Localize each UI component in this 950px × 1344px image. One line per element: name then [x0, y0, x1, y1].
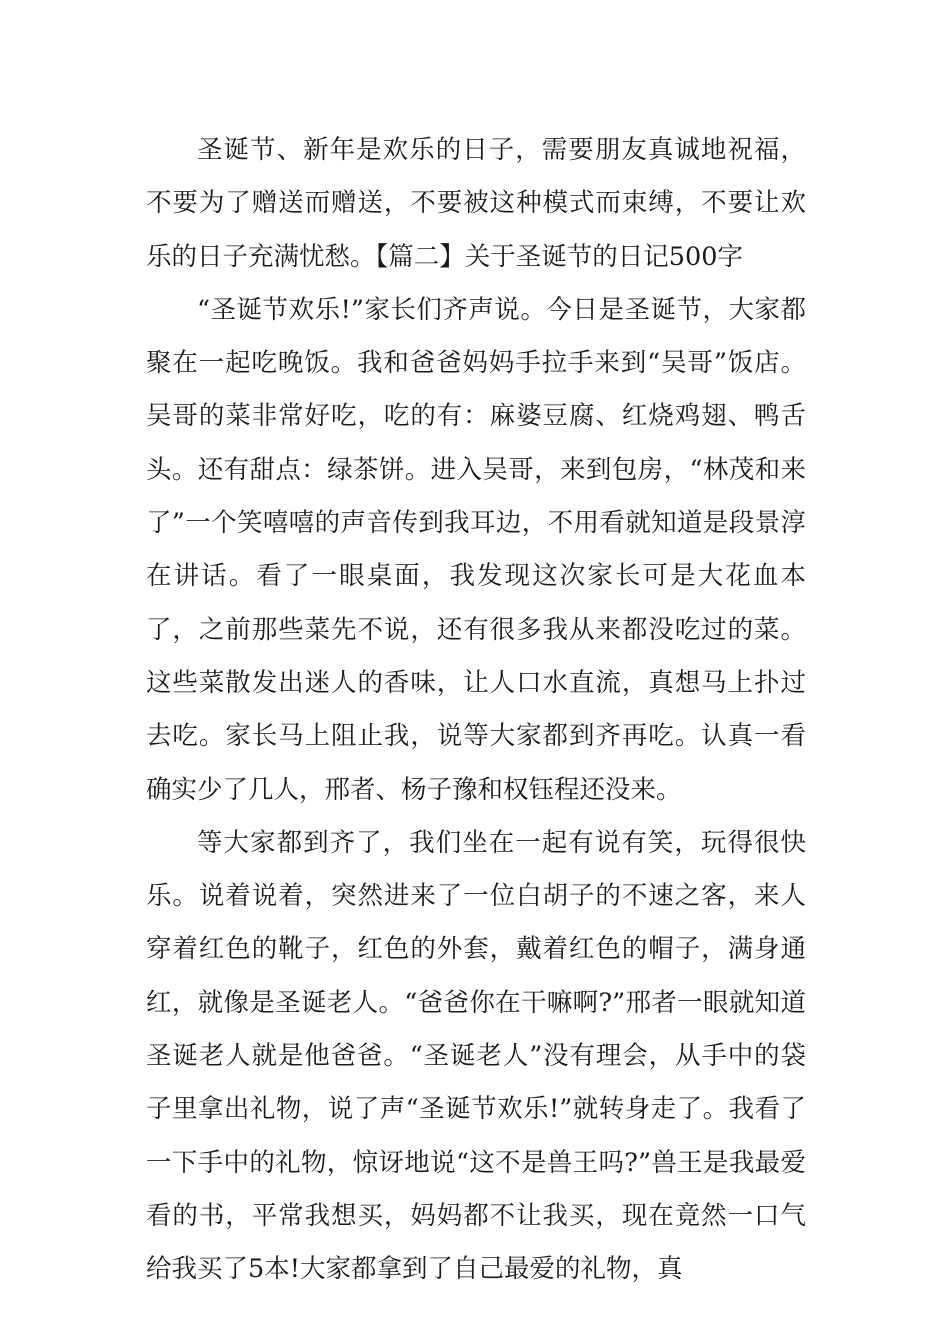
paragraph-1: 圣诞节、新年是欢乐的日子，需要朋友真诚地祝福，不要为了赠送而赠送，不要被这种模式而束缚，不要让欢乐的日子充满忧愁。【篇二】关于圣诞节的日记500字 [146, 135, 806, 272]
paragraph-2: “圣诞节欢乐!”家长们齐声说。今日是圣诞节，大家都聚在一起吃晚饭。我和爸爸妈妈手拉手来到“吴哥”饭店。吴哥的菜非常好吃，吃的有：麻婆豆腐、红烧鸡翅、鸭舌头。还有甜点：绿茶饼。进入吴哥，来到包房，“林茂和来了”一个笑嘻嘻的声音传到我耳边，不用看就知道是段景淳在讲话。看了一眼桌面，我发现这次家长可是大花血本了，之前那些菜先不说，还有很多我从来都没吃过的菜。这些菜散发出迷人的香味，让人口水直流，真想马上扑过去吃。家长马上阻止我，说等大家都到齐再吃。认真一看确实少了几人，邢者、杨子豫和权钰程还没来。 [146, 294, 806, 805]
document-body [146, 124, 806, 1297]
paragraph-3: 等大家都到齐了，我们坐在一起有说有笑，玩得很快乐。说着说着，突然进来了一位白胡子的不速之客，来人穿着红色的靴子，红色的外套，戴着红色的帽子，满身通红，就像是圣诞老人。“爸爸你在干嘛啊?”邢者一眼就知道圣诞老人就是他爸爸。“圣诞老人”没有理会，从手中的袋子里拿出礼物，说了声“圣诞节欢乐!”就转身走了。我看了一下手中的礼物，惊讶地说“这不是兽王吗?”兽王是我最爱看的书，平常我想买，妈妈都不让我买，现在竟然一口气给我买了5本!大家都拿到了自己最爱的礼物，真 [146, 827, 806, 1285]
